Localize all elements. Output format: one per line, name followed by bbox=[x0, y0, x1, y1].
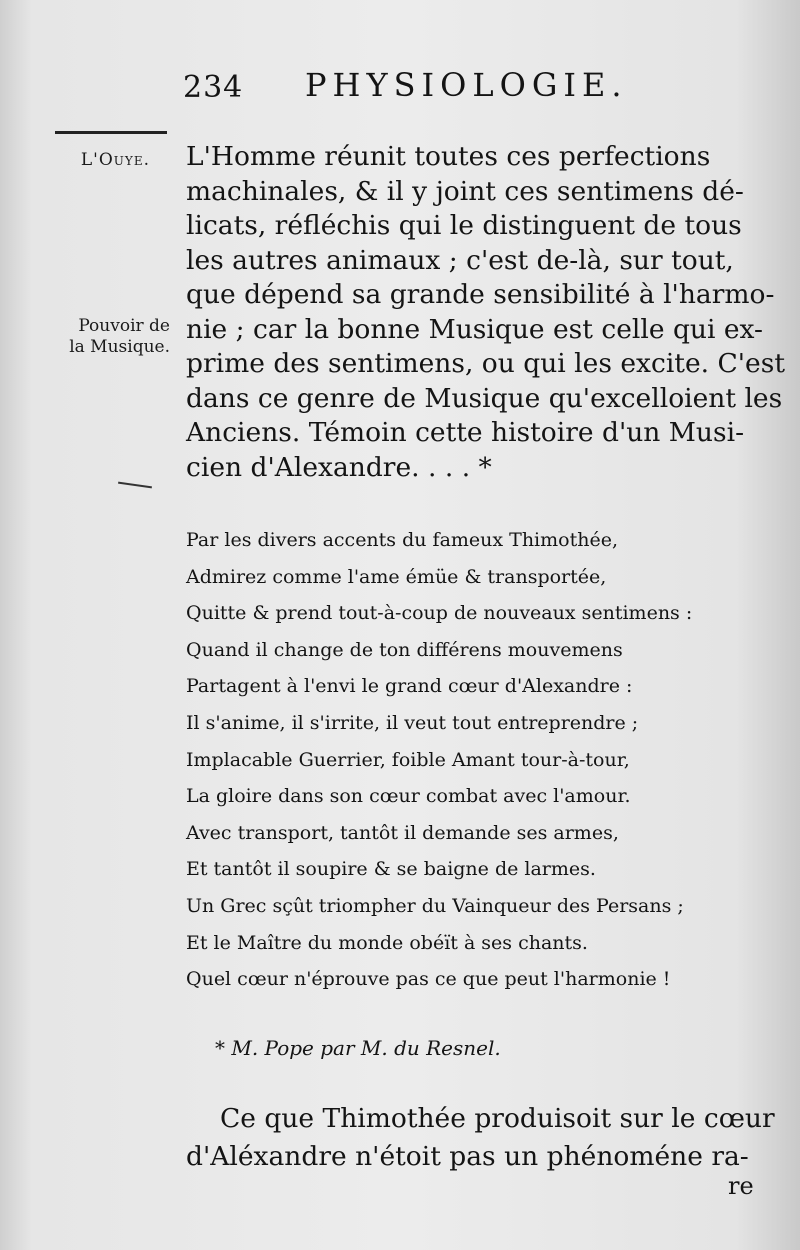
page-number: 234 bbox=[183, 70, 244, 105]
paragraph-1-line: les autres animaux ; c'est de-là, sur tout, bbox=[186, 244, 734, 276]
stray-mark bbox=[118, 482, 152, 489]
poem-line: Partagent à l'envi le grand cœur d'Alexandre : bbox=[186, 675, 633, 698]
margin-note-topic-line2: la Musique. bbox=[69, 337, 170, 357]
paragraph-1-line: nie ; car la bonne Musique est celle qui ex- bbox=[186, 313, 763, 345]
paragraph-1 bbox=[186, 140, 785, 485]
margin-note-topic bbox=[40, 316, 170, 358]
poem-line: Quel cœur n'éprouve pas ce que peut l'harmonie ! bbox=[186, 968, 671, 991]
paragraph-2 bbox=[186, 1100, 775, 1176]
catchword: re bbox=[728, 1172, 754, 1200]
footnote: * M. Pope par M. du Resnel. bbox=[215, 1036, 501, 1060]
paragraph-1-line: L'Homme réunit toutes ces perfections bbox=[186, 141, 711, 172]
poem-line: Avec transport, tantôt il demande ses armes, bbox=[186, 821, 619, 844]
margin-note-section: L'Ouye. bbox=[80, 150, 150, 170]
poem-line: Et tantôt il soupire & se baigne de larmes. bbox=[186, 858, 596, 881]
paragraph-2-line: d'Aléxandre n'étoit pas un phénoméne ra- bbox=[186, 1141, 749, 1172]
poem-line: La gloire dans son cœur combat avec l'amour. bbox=[186, 785, 631, 808]
paragraph-1-line: machinales, & il y joint ces sentimens dé- bbox=[186, 175, 744, 207]
running-title: PHYSIOLOGIE. bbox=[305, 66, 628, 104]
paragraph-1-line: licats, réfléchis qui le distinguent de tous bbox=[186, 210, 742, 241]
poem bbox=[186, 522, 746, 998]
poem-line: Quand il change de ton différens mouvemens bbox=[186, 638, 623, 661]
paragraph-1-line: cien d'Alexandre. . . . * bbox=[186, 451, 492, 483]
margin-rule bbox=[55, 131, 167, 134]
poem-line: Un Grec sçût triompher du Vainqueur des Persans ; bbox=[186, 894, 684, 917]
paragraph-1-line: Anciens. Témoin cette histoire d'un Musi- bbox=[186, 417, 745, 448]
poem-line: Il s'anime, il s'irrite, il veut tout entreprendre ; bbox=[186, 711, 639, 734]
margin-note-topic-line1: Pouvoir de bbox=[78, 316, 170, 336]
paragraph-1-line: dans ce genre de Musique qu'excelloient les bbox=[186, 382, 783, 414]
paragraph-1-line: que dépend sa grande sensibilité à l'harmo- bbox=[186, 279, 775, 310]
poem-line: Quitte & prend tout-à-coup de nouveaux sentimens : bbox=[186, 602, 693, 625]
paragraph-1-line: prime des sentimens, ou qui les excite. C'est bbox=[186, 348, 785, 379]
poem-line: Implacable Guerrier, foible Amant tour-à-tour, bbox=[186, 748, 630, 771]
poem-line: Admirez comme l'ame émüe & transportée, bbox=[186, 565, 607, 588]
poem-line: Et le Maître du monde obéït à ses chants. bbox=[186, 931, 588, 954]
poem-line: Par les divers accents du fameux Thimothée, bbox=[186, 529, 618, 551]
paragraph-2-line: Ce que Thimothée produisoit sur le cœur bbox=[220, 1103, 775, 1134]
